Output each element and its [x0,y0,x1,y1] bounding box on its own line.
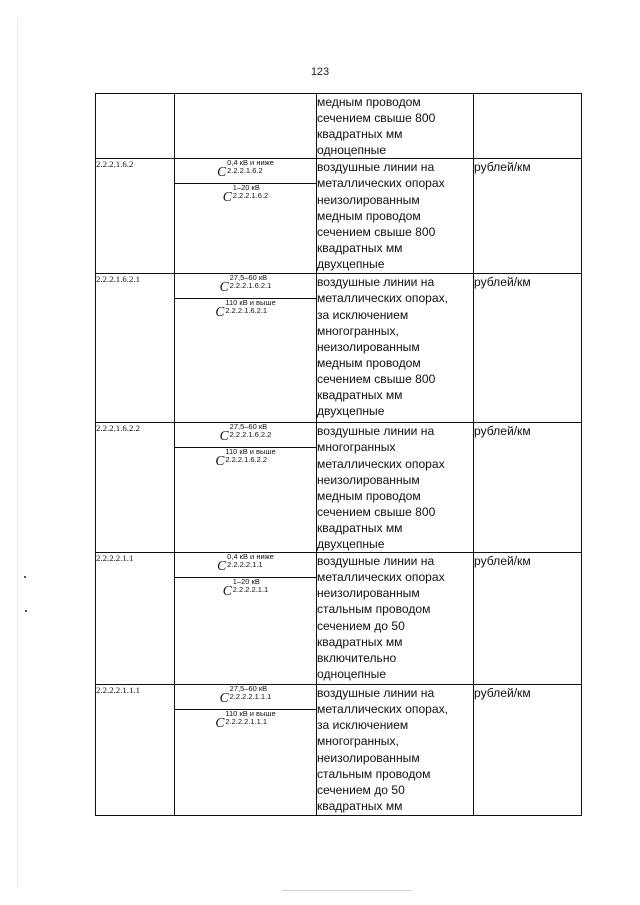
bottom-edge-line [282,890,412,891]
rate-symbol [175,685,316,710]
row-symbols [175,274,317,423]
rate-symbol [175,299,316,323]
name-line: сечением свыше 800 [317,111,436,126]
name-line: двухцепные [317,537,385,552]
scan-speck [25,610,27,612]
name-line: многогранных, [317,734,399,749]
name-line: воздушные линии на [317,554,435,569]
symbol-subscript: 2.2.2.1.6.2 [227,166,263,176]
symbol-subscript: 2.2.2.1.6.2.2 [225,455,268,465]
name-line: воздушные линии на [317,424,435,439]
name-line: металлических опорах, [317,702,449,717]
rate-symbol [175,274,316,299]
symbol-letter: C [222,189,232,205]
name-line: за исключением [317,718,409,733]
symbol-superscript: 0,4 кВ и ниже [227,552,274,562]
symbol-superscript: 110 кВ и выше [225,709,276,719]
symbol-letter: C [215,304,225,320]
name-line: металлических опорах [317,176,445,191]
symbol-letter: C [217,164,227,180]
row-symbols [175,94,317,159]
symbol-superscript: 27,5–60 кВ [229,422,268,432]
symbol-subscript: 2.2.2.2.1.1 [227,560,263,570]
name-line: неизолированным [317,472,420,487]
row-name [317,94,474,159]
name-line: воздушные линии на [317,686,435,701]
name-line: сечением свыше 800 [317,371,436,386]
symbol-letter: C [215,715,225,731]
symbol-letter: C [219,279,229,295]
table-row [96,94,582,159]
name-line: воздушные линии на [317,275,435,290]
table-row [96,553,582,685]
symbol-superscript: 0,4 кВ и ниже [227,158,274,168]
row-symbols [175,423,317,553]
name-line: неизолированным [317,586,420,601]
table-row [96,685,582,816]
row-unit [474,94,582,159]
name-line: сечением до 50 [317,618,405,633]
rate-symbol [175,184,316,208]
symbol-letter: C [219,428,229,444]
symbol-subscript: 2.2.2.2.1.1 [232,585,269,595]
table-row [96,423,582,553]
name-line: двухцепные [317,256,385,271]
symbol-subscript: 2.2.2.2.1.1.1 [229,692,272,702]
name-line: двухцепные [317,404,385,419]
symbol-letter: C [219,690,229,706]
name-line: одноцепные [317,666,387,681]
name-line: включительно [317,650,397,665]
row-code: 2.2.2.2.1.1.1 [96,685,175,816]
symbol-superscript: 27,5–60 кВ [229,684,268,694]
row-code: 2.2.2.1.6.2.1 [96,274,175,423]
name-line: металлических опорах [317,456,445,471]
name-line: сечением до 50 [317,782,405,797]
symbol-subscript: 2.2.2.1.6.2.2 [229,430,272,440]
name-line: квадратных мм [317,798,403,813]
name-line: многогранных [317,440,396,455]
table-row [96,159,582,274]
symbol-subscript: 2.2.2.1.6.2.1 [229,281,272,291]
name-line: металлических опорах, [317,291,449,306]
row-name [317,423,474,553]
symbol-superscript: 1–20 кВ [232,577,260,587]
name-line: сечением свыше 800 [317,224,436,239]
name-line: квадратных мм [317,240,403,255]
name-line: многогранных, [317,323,399,338]
symbol-superscript: 27,5–60 кВ [229,273,268,283]
name-line: медным проводом [317,95,421,109]
name-line: неизолированным [317,339,420,354]
row-code: 2.2.2.2.1.1 [96,553,175,685]
row-unit: рублей/км [474,685,582,816]
symbol-subscript: 2.2.2.2.1.1.1 [225,717,268,727]
symbol-letter: C [222,583,232,599]
row-symbols [175,685,317,816]
name-line: квадратных мм [317,634,403,649]
symbol-subscript: 2.2.2.1.6.2 [232,191,269,201]
name-line: металлических опорах [317,570,445,585]
name-line: медным проводом [317,208,421,223]
name-line: за исключением [317,307,409,322]
page-number: 123 [310,66,330,78]
row-name [317,159,474,274]
name-line: воздушные линии на [317,160,435,175]
row-code [96,94,175,159]
row-unit: рублей/км [474,553,582,685]
rate-symbol [175,710,316,734]
name-line: одноцепные [317,143,387,158]
row-name [317,685,474,816]
row-code: 2.2.2.1.6.2.2 [96,423,175,553]
row-code: 2.2.2.1.6.2 [96,159,175,274]
symbol-letter: C [215,453,225,469]
name-line: медным проводом [317,488,421,503]
name-line: медным проводом [317,355,421,370]
rate-symbol [175,553,316,578]
page-edge-shadow [17,18,18,888]
name-line: стальным проводом [317,602,431,617]
name-line: неизолированным [317,192,420,207]
rate-symbol [175,423,316,448]
name-line: квадратных мм [317,127,403,142]
symbol-superscript: 110 кВ и выше [225,298,276,308]
row-name [317,274,474,423]
name-line: стальным проводом [317,766,431,781]
scan-speck [24,576,26,578]
symbol-superscript: 1–20 кВ [232,183,260,193]
name-line: неизолированным [317,750,420,765]
symbol-superscript: 110 кВ и выше [225,447,276,457]
name-line: квадратных мм [317,388,403,403]
rate-symbol [175,578,316,602]
name-line: квадратных мм [317,520,403,535]
symbol-letter: C [217,558,227,574]
row-unit: рублей/км [474,159,582,274]
rate-symbol [175,159,316,184]
row-symbols [175,553,317,685]
symbol-subscript: 2.2.2.1.6.2.1 [225,306,268,316]
rate-symbol [175,448,316,472]
table-row [96,274,582,423]
name-line: сечением свыше 800 [317,504,436,519]
row-symbols [175,159,317,274]
row-name [317,553,474,685]
row-unit: рублей/км [474,423,582,553]
tariff-table [95,93,582,816]
row-unit: рублей/км [474,274,582,423]
